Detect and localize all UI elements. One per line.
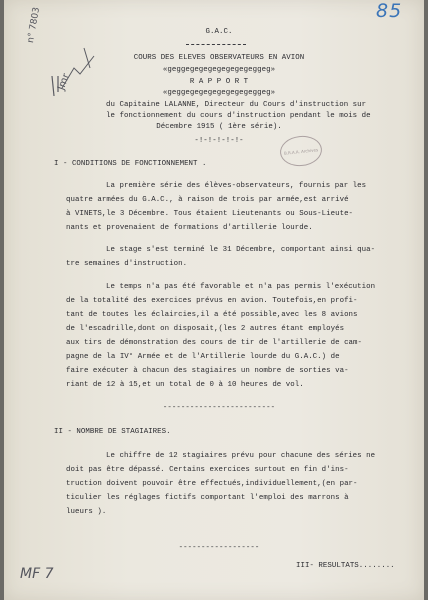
section-title: II - NOMBRE DE STAGIAIRES.: [54, 428, 171, 436]
paragraph-line: La première série des élèves-observateurs, fournis par les: [106, 182, 367, 190]
pencil-mark-icon: [46, 72, 66, 102]
paragraph-line: tre semaines d'instruction.: [66, 260, 188, 268]
ornament-line: -!-!-!-!-!-: [194, 137, 244, 145]
section-separator: ------------------: [178, 544, 260, 552]
paragraph-line: nants et provenaient de formations d'artillerie lourde.: [66, 224, 313, 232]
paragraph-line: Le chiffre de 12 stagiaires prévu pour chacune des séries ne: [106, 452, 376, 460]
paragraph-line: de la totalité des exercices prévus en avion. Toutefois,en profi-: [66, 297, 358, 305]
pencil-reference: n° 7803: [26, 6, 43, 44]
ornament-line: «geggegegegegegegegeggeg»: [162, 66, 276, 74]
paragraph-line: Le temps n'a pas été favorable et n'a pas permis l'exécution: [106, 283, 376, 291]
header-rule: [186, 44, 246, 45]
report-date-line: Décembre 1915 ( 1ère série).: [156, 123, 282, 131]
paragraph-line: riant de 12 à 15,et un total de 0 à 10 heures de vol.: [66, 381, 304, 389]
section-separator: -------------------------: [162, 404, 276, 412]
paragraph-line: de l'escadrille,dont on disposait,(les 2 autres étant employés: [66, 325, 345, 333]
paragraph-line: quatre armées du G.A.C., à raison de trois par armée,est arrivé: [66, 196, 349, 204]
report-subject-line: le fonctionnement du cours d'instruction pendant le mois de: [106, 112, 371, 120]
folio-number: 85: [376, 0, 403, 22]
paragraph-line: pagne de la IV° Armée et de l'Artillerie lourde du G.A.C.) de: [66, 353, 340, 361]
pencil-annotation: Jmr: [56, 72, 73, 92]
paragraph-line: aux tirs de démonstration des cours de tir de l'artillerie de cam-: [66, 339, 363, 347]
course-title: COURS DES ELEVES OBSERVATEURS EN AVION: [133, 54, 305, 62]
paragraph-line: truction doivent pouvoir être effectués,individuellement,(en par-: [66, 480, 358, 488]
paragraph-line: doit pas être dépassé. Certains exercices surtout en fin d'ins-: [66, 466, 349, 474]
paragraph-line: tant de toutes les éclaircies,il a été possible,avec les 8 avions: [66, 311, 358, 319]
paragraph-line: à VINETS,le 3 Décembre. Tous étaient Lieutenants ou Sous-Lieute-: [66, 210, 354, 218]
org-heading: G.A.C.: [205, 28, 233, 36]
stamp-label: B.R.A.A. Archives: [283, 146, 319, 156]
document-page: [4, 0, 424, 600]
ornament-line: «geggegegegegegegegeggeg»: [162, 89, 276, 97]
paragraph-line: faire exécuter à chacun des stagiaires un nombre de sorties va-: [66, 367, 349, 375]
paragraph-line: Le stage s'est terminé le 31 Décembre, comportant ainsi qua-: [106, 246, 376, 254]
paragraph-line: lueurs ).: [66, 508, 107, 516]
paragraph-line: ticulier les réglages fictifs comportant l'emploi des marrons à: [66, 494, 349, 502]
report-author-line: du Capitaine LALANNE, Directeur du Cours d'instruction sur: [106, 101, 367, 109]
pencil-bottom-note: MF 7: [20, 566, 54, 582]
section-title: I - CONDITIONS DE FONCTIONNEMENT .: [54, 160, 207, 168]
next-section-heading: III- RESULTATS........: [296, 562, 395, 570]
rapport-title: R A P P O R T: [189, 78, 249, 86]
